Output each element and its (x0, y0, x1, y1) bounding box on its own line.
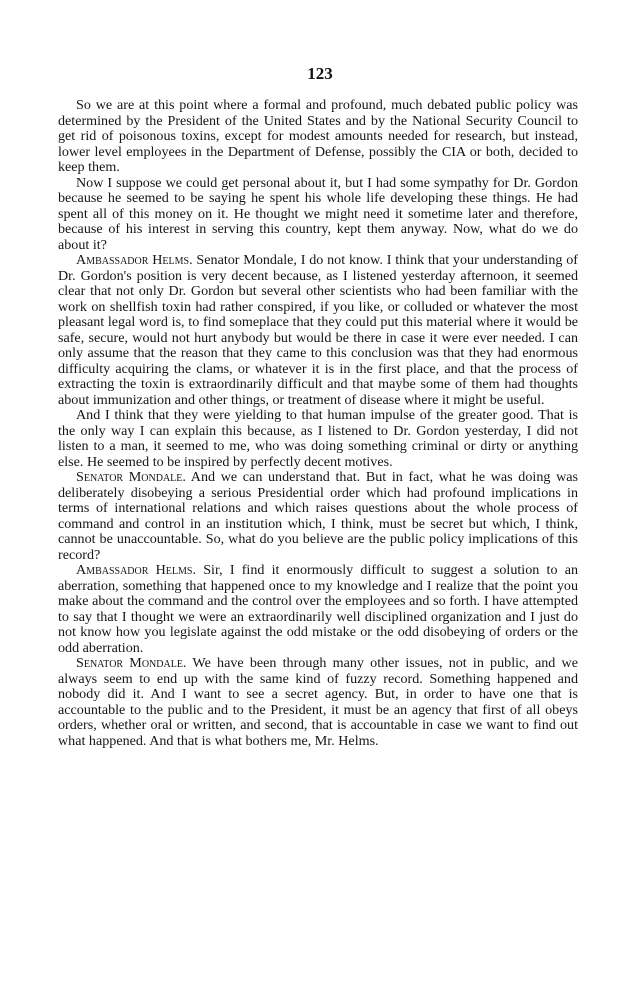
paragraph (58, 253, 578, 408)
paragraph (58, 408, 578, 470)
paragraph-text: Now I suppose we could get personal about it, but I had some sympathy for Dr. Gordon because he seemed to be saying he spent his whole life developing these things. He had spent all of this money on it. He thought we might need it sometime later and therefore, because of his interest in serving this country, kept them anyway. Now, what do we do about it? (58, 174, 578, 253)
paragraph-text: We have been through many other issues, not in public, and we always seem to end up with the same kind of fuzzy record. Something happened and nobody did it. And I want to see a secret agency. But, in order to have one that is accountable to the public and to the President, it must be an agency that first of all obeys orders, whether oral or written, and second, that is accountable in case we want to find out what happened. And that is what bothers me, Mr. Helms. (58, 655, 578, 749)
transcript-body (58, 98, 578, 749)
paragraph (58, 98, 578, 176)
page-number: 123 (307, 64, 333, 83)
paragraph-text: So we are at this point where a formal and profound, much debated public policy was determined by the President of the United States and by the National Security Council to get rid of poisonous toxins, except for modest amounts needed for research, but instead, lower level employees in the Department of Defense, possibly the CIA or both, decided to keep them. (58, 97, 578, 175)
speaker-label: Ambassador Helms. (76, 252, 193, 268)
speaker-label: Senator Mondale. (76, 469, 186, 485)
paragraph (58, 563, 578, 656)
paragraph (58, 470, 578, 563)
speaker-label: Ambassador Helms. (76, 562, 196, 578)
paragraph-text: And I think that they were yielding to that human impulse of the greater good. That is the only way I can explain this because, as I listened to Dr. Gordon yesterday, I did not listen to a man, it seemed to me, who was doing something criminal or dirty or anything else. He seemed to be inspired by perfectly decent motives. (58, 407, 578, 470)
paragraph-text: And we can understand that. But in fact, what he was doing was deliberately disobeying a serious Presidential order which had profound implications in terms of international relations and which raises questions about the whole process of command and control in an institution which, I think, must be secret but which, I think, cannot be unaccountable. So, what do you believe are the public policy implications of this record? (58, 469, 578, 563)
paragraph (58, 176, 578, 254)
paragraph-text: Sir, I find it enormously difficult to suggest a solution to an aberration, something that happened once to my knowledge and I realize that the point you make about the command and the control over the employees and so forth. I have attempted to say that I thought we were an extraordinarily well disciplined organization and I just do not know how you legislate against the odd mistake or the odd disobeying of orders or the odd aberration. (58, 562, 578, 656)
paragraph (58, 656, 578, 749)
paragraph-text: Senator Mondale, I do not know. I think that your understanding of Dr. Gordon's position is very decent because, as I listened yesterday afternoon, it seemed clear that not only Dr. Gordon but several other scientists who had been familiar with the work on shellfish toxin had rather conspired, if you like, or colluded or whatever the most pleasant legal word is, to find someplace that they could put this material where it would be safe, secure, would not hurt anybody but would be there in case it were ever needed. I can only assume that the reason that they came to this conclusion was that they had enormous difficulty acquiring the clams, or whatever it is in the first place, and that the process of extracting the toxin is extraordinarily difficult and that maybe some of them had thoughts about immunization and other things, or treatment of disease where it might be useful. (58, 252, 578, 408)
speaker-label: Senator Mondale. (76, 655, 187, 671)
